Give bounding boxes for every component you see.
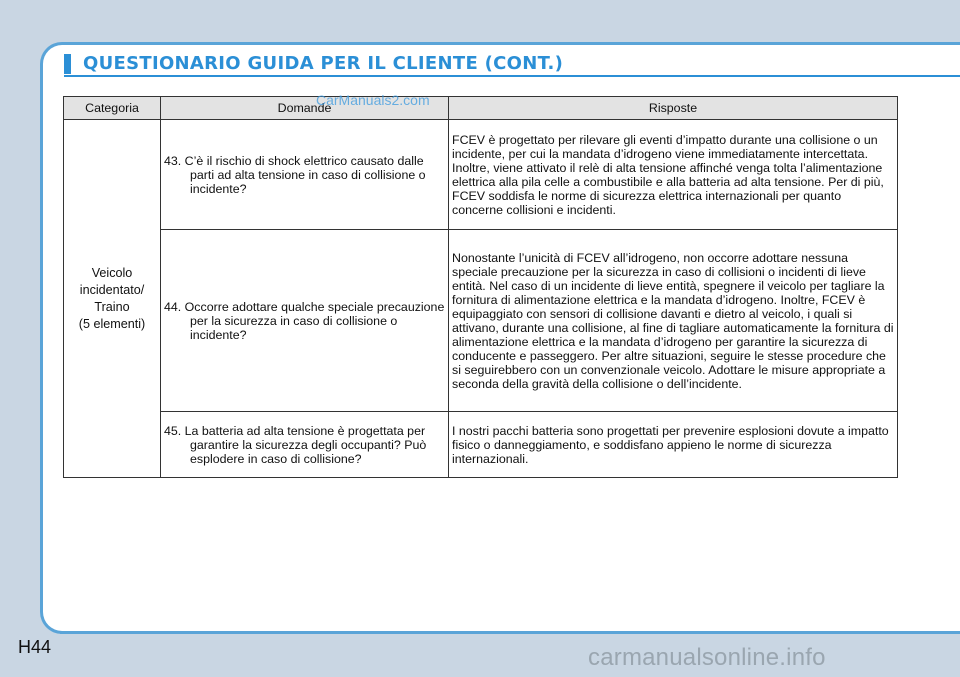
- section-header: [64, 53, 960, 77]
- question-cell: [161, 412, 449, 478]
- question-text: 43. C’è il rischio di shock elettrico causato dalle parti ad alta tensione in caso di collisione o incidente?: [164, 153, 426, 196]
- category-cell: Veicolo incidentato/ Traino (5 elementi): [64, 120, 161, 478]
- column-header-risposte: Risposte: [449, 97, 898, 120]
- section-title: QUESTIONARIO GUIDA PER IL CLIENTE (CONT.): [83, 53, 564, 74]
- bottom-border: [60, 631, 960, 634]
- page-number: H44: [18, 637, 52, 657]
- answer-cell: I nostri pacchi batteria sono progettati per prevenire esplosioni dovute a impatto fisico o danneggiamento, e soddisfano appieno le norme di sicurezza internazionali.: [449, 412, 898, 478]
- question-text: 45. La batteria ad alta tensione è progettata per garantire la sicurezza degli occupanti? Può esplodere in caso di collisione?: [164, 423, 427, 466]
- column-header-categoria: Categoria: [64, 97, 161, 120]
- title-underline: [64, 75, 960, 77]
- question-cell: [161, 120, 449, 230]
- answer-cell: Nonostante l’unicità di FCEV all’idrogeno, non occorre adottare nessuna speciale precauzione per la sicurezza in caso di collisioni o incidenti di lieve entità. Nel caso di un incidente di lieve entità, spegnere il veicolo per tagliare la fornitura di alimentazione elettrica e la mandata d’idrogeno. Inoltre, FCEV è equipaggiato con sensori di collisione davanti e dietro al veicolo, i quali si attivano, durante una collisione, al fine di tagliare automaticamente la fornitura di alimentazione elettrica e la mandata d’idrogeno per garantire la sicurezza di conducente e passeggero. Per altre situazioni, seguire le stesse procedure che si seguirebbero con un convenzionale veicolo. Adottare le misure appropriate a seconda della gravità della collisione o dell’incidente.: [449, 230, 898, 412]
- watermark-text: CarManuals2.com: [316, 92, 430, 108]
- table-header-row: [64, 97, 898, 120]
- qa-table: [63, 96, 898, 478]
- title-accent-bar: [64, 54, 71, 74]
- table-row: [64, 120, 898, 230]
- question-cell: [161, 230, 449, 412]
- footer-watermark: carmanualsonline.info: [588, 644, 826, 671]
- column-header-domande: Domande: [161, 97, 449, 120]
- table-row: [64, 230, 898, 412]
- question-text: 44. Occorre adottare qualche speciale precauzione per la sicurezza in caso di collisione o incidente?: [164, 299, 445, 342]
- answer-cell: FCEV è progettato per rilevare gli eventi d’impatto durante una collisione o un incidente, per cui la mandata d’idrogeno viene immediatamente intercettata. Inoltre, viene attivato il relè di alta tensione affinché venga tolta l’alimentazione elettrica alla pila celle a combustibile e alla batteria ad alta tensione. Per di più, FCEV soddisfa le norme di sicurezza elettrica internazionali per quanto concerne collisioni e incidenti.: [449, 120, 898, 230]
- table-row: [64, 412, 898, 478]
